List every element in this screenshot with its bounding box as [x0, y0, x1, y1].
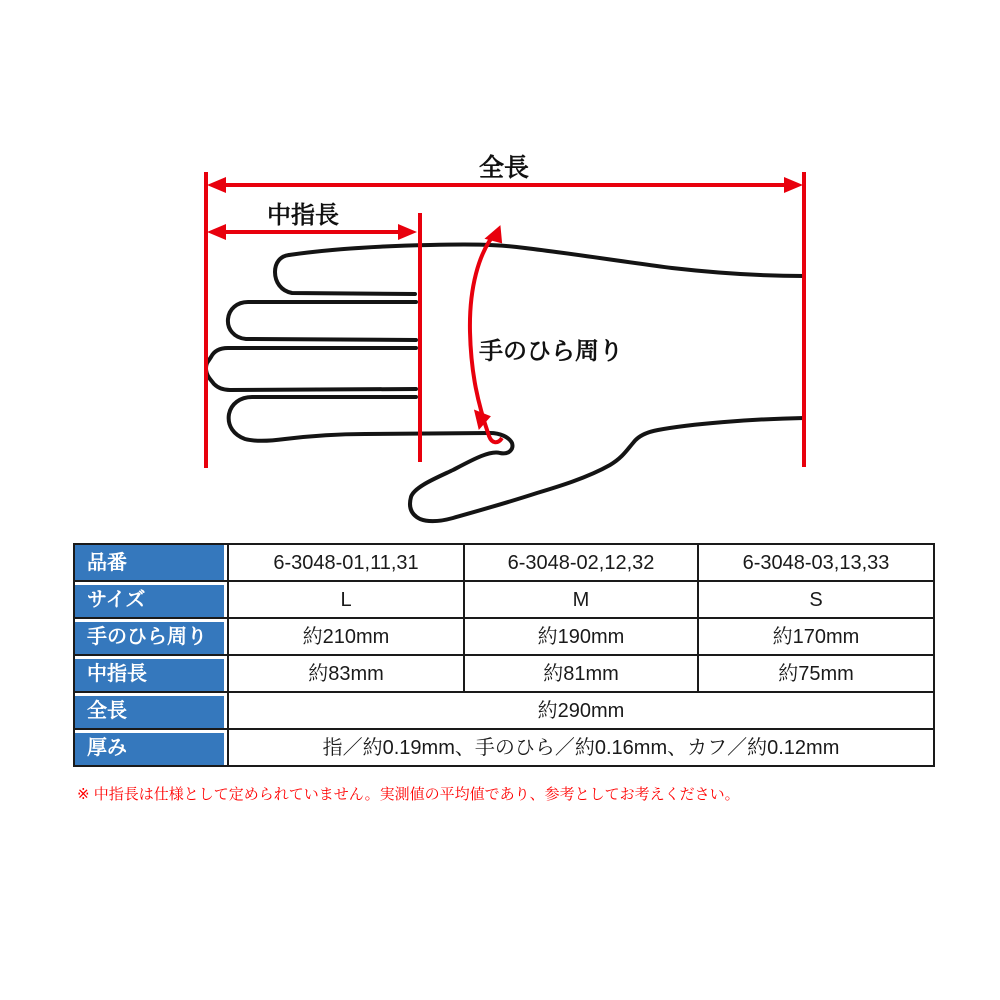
glove-outline — [206, 244, 804, 521]
total-length-label: 全長 — [478, 154, 530, 182]
table-row-part-number — [74, 544, 934, 581]
middle-finger-length-l: 約83mm — [228, 655, 464, 692]
footnote-text: ※ 中指長は仕様として定められていません。実測値の平均値であり、参考としてお考えください。 — [77, 786, 740, 803]
part-number-l: 6-3048-01,11,31 — [228, 544, 464, 581]
arrowhead-left-icon — [207, 177, 226, 193]
palm-circumference-label: 手のひら周り — [479, 338, 623, 365]
row-header-palm-circumference: 手のひら周り — [74, 618, 228, 655]
palm-circumference-s: 約170mm — [698, 618, 934, 655]
glove-finger-2 — [228, 302, 416, 340]
glove-finger-3 — [206, 348, 416, 390]
size-s: S — [698, 581, 934, 618]
middle-finger-length-m: 約81mm — [464, 655, 698, 692]
size-m: M — [464, 581, 698, 618]
table-row-middle-finger-length — [74, 655, 934, 692]
middle-finger-length-s: 約75mm — [698, 655, 934, 692]
table-row-size — [74, 581, 934, 618]
thickness-value: 指／約0.19mm、手のひら／約0.16mm、カフ／約0.12mm — [228, 729, 934, 766]
part-number-m: 6-3048-02,12,32 — [464, 544, 698, 581]
row-header-part-number: 品番 — [74, 544, 228, 581]
glove-finger-1 — [275, 255, 415, 294]
part-number-s: 6-3048-03,13,33 — [698, 544, 934, 581]
row-header-size: サイズ — [74, 581, 228, 618]
middle-finger-length-label: 中指長 — [267, 202, 339, 229]
row-header-middle-finger-length: 中指長 — [74, 655, 228, 692]
arrowhead-left-icon — [207, 224, 226, 240]
glove-top-edge — [289, 244, 804, 276]
spec-table — [73, 543, 935, 767]
palm-circumference-m: 約190mm — [464, 618, 698, 655]
table-row-palm-circumference — [74, 618, 934, 655]
total-length-value: 約290mm — [228, 692, 934, 729]
row-header-total-length: 全長 — [74, 692, 228, 729]
table-row-total-length — [74, 692, 934, 729]
row-header-thickness: 厚み — [74, 729, 228, 766]
table-row-thickness — [74, 729, 934, 766]
arrowhead-right-icon — [398, 224, 417, 240]
palm-circumference-l: 約210mm — [228, 618, 464, 655]
size-l: L — [228, 581, 464, 618]
glove-finger-4-thumb-cuff — [229, 397, 804, 521]
arrowhead-right-icon — [784, 177, 803, 193]
